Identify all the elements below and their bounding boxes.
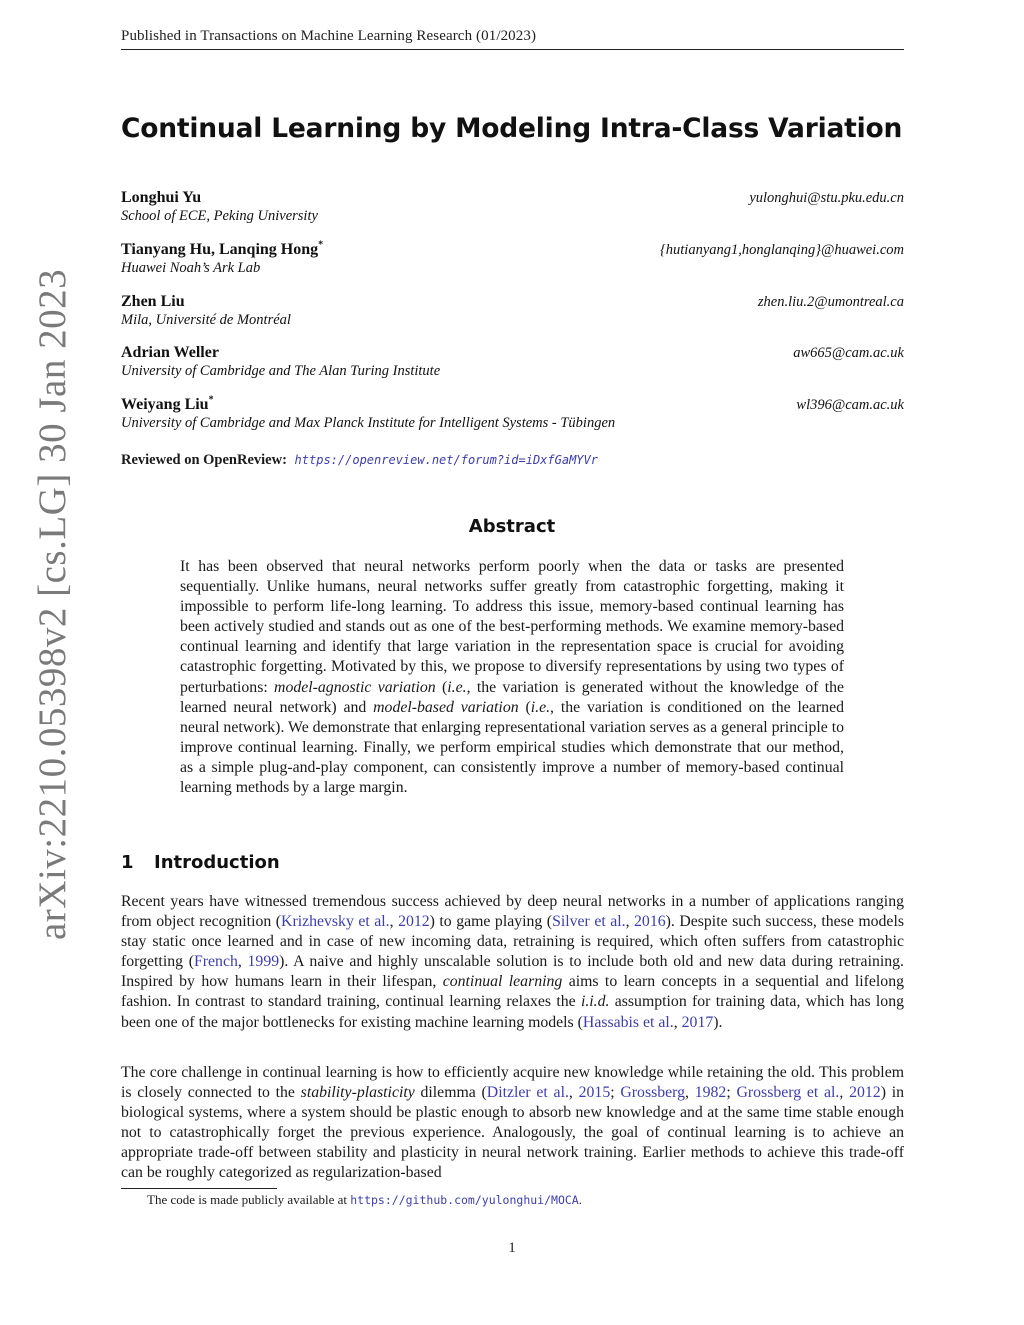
abstract-heading: Abstract bbox=[468, 516, 556, 537]
author-name: Weiyang Liu* bbox=[121, 394, 214, 413]
author-email[interactable]: yulonghui@stu.pku.edu.cn bbox=[749, 190, 904, 206]
section-number: 1 bbox=[121, 852, 134, 873]
author-name: Zhen Liu bbox=[121, 293, 185, 310]
page-number: 1 bbox=[508, 1240, 516, 1256]
author-block bbox=[121, 293, 904, 329]
author-email[interactable]: aw665@cam.ac.uk bbox=[793, 345, 904, 361]
intro-paragraph-2: The core challenge in continual learning is how to efficiently acquire new knowledge while retaining the old. This problem is closely connected to the stability-plasticity dilemma (Ditzler et al., 2015; Grossberg, 1982; Grossberg et al., 2012) in biological systems, where a system should be plastic enough to absorb new knowledge and at the same time stable enough not to catastrophically forget the previous experience. Analogously, the goal of continual learning is to achieve an appropriate trade-off between stability and plasticity in neural network training. Earlier methods to achieve this trade-off can be roughly categorized as regularization-based bbox=[121, 1064, 904, 1182]
author-email[interactable]: {hutianyang1,honglanqing}@huawei.com bbox=[659, 242, 904, 258]
paper-title: Continual Learning by Modeling Intra-Class Variation bbox=[121, 113, 903, 144]
author-block bbox=[121, 396, 904, 432]
author-affiliation: Mila, Université de Montréal bbox=[121, 312, 291, 328]
citation-link[interactable]: French bbox=[193, 953, 238, 971]
author-block bbox=[121, 344, 904, 380]
author-affiliation: University of Cambridge and Max Planck Institute for Intelligent Systems - Tübingen bbox=[121, 415, 616, 431]
author-name: Longhui Yu bbox=[121, 189, 202, 206]
footnote: The code is made publicly available at https://github.com/yulonghui/MOCA. bbox=[147, 1192, 582, 1207]
author-block bbox=[121, 241, 904, 277]
section-heading-introduction bbox=[121, 852, 280, 873]
citation-link[interactable]: Grossberg et al. bbox=[736, 1084, 840, 1102]
code-repository-link[interactable]: https://github.com/yulonghui/MOCA bbox=[350, 1193, 579, 1207]
author-block bbox=[121, 189, 904, 225]
citation-link[interactable]: Grossberg bbox=[620, 1084, 686, 1102]
citation-link[interactable]: 2015 bbox=[578, 1084, 611, 1102]
author-affiliation: School of ECE, Peking University bbox=[121, 208, 318, 224]
abstract-body: It has been observed that neural networks perform poorly when the data or tasks are presented sequentially. Unlike humans, neural networks suffer greatly from catastrophic forgetting, making it impossible to perform life-long learning. To address this issue, memory-based continual learning has been actively studied and stands out as one of the best-performing methods. We examine memory-based continual learning and identify that large variation in the representation space is crucial for avoiding catastrophic forgetting. Motivated by this, we propose to diversify representations by using two types of perturbations: model-agnostic variation (i.e., the variation is generated without the knowledge of the learned neural network) and model-based variation (i.e., the variation is conditioned on the learned neural network). We demonstrate that enlarging representational variation serves as a general principle to improve continual learning. Finally, we perform empirical studies which demonstrate that our method, as a simple plug-and-play component, can consistently improve a number of memory-based continual learning methods by a large margin. bbox=[180, 558, 844, 797]
citation-link[interactable]: 2016 bbox=[634, 913, 666, 931]
author-affiliation: University of Cambridge and The Alan Turing Institute bbox=[121, 363, 441, 379]
citation-link[interactable]: Krizhevsky et al. bbox=[281, 913, 390, 931]
footnote-divider bbox=[121, 1188, 277, 1189]
arxiv-identifier-stamp: arXiv:2210.05398v2 [cs.LG] 30 Jan 2023 bbox=[31, 268, 74, 940]
citation-link[interactable]: 2012 bbox=[398, 913, 430, 931]
openreview-link[interactable]: https://openreview.net/forum?id=iDxfGaMYVr bbox=[294, 453, 598, 467]
citation-link[interactable]: Silver et al. bbox=[552, 913, 626, 931]
author-email[interactable]: wl396@cam.ac.uk bbox=[796, 397, 904, 413]
review-line bbox=[121, 452, 598, 469]
running-head: Published in Transactions on Machine Learning Research (01/2023) bbox=[121, 28, 904, 50]
section-title: Introduction bbox=[154, 852, 280, 873]
review-label: Reviewed on OpenReview: bbox=[121, 452, 287, 468]
intro-paragraph-1: Recent years have witnessed tremendous success achieved by deep neural networks in a number of applications ranging from object recognition (Krizhevsky et al., 2012) to game playing (Silver et al., 2016). Despite such success, these models stay static once learned and in case of new incoming data, retraining is required, which often suffers from catastrophic forgetting (French, 1999). A naive and highly unscalable solution is to include both old and new data during retraining. Inspired by how humans learn in their lifespan, continual learning aims to learn concepts in a sequential and lifelong fashion. In contrast to standard training, continual learning relaxes the i.i.d. assumption for training data, which has long been one of the major bottlenecks for existing machine learning models (Hassabis et al., 2017). bbox=[121, 893, 905, 1031]
author-name: Adrian Weller bbox=[121, 344, 219, 361]
citation-link[interactable]: 2012 bbox=[849, 1084, 881, 1102]
author-affiliation: Huawei Noah’s Ark Lab bbox=[121, 260, 261, 276]
citation-link[interactable]: 1982 bbox=[694, 1084, 727, 1102]
author-email[interactable]: zhen.liu.2@umontreal.ca bbox=[757, 294, 904, 310]
citation-link[interactable]: 2017 bbox=[681, 1013, 714, 1031]
citation-link[interactable]: Hassabis et al. bbox=[582, 1013, 674, 1031]
author-name: Tianyang Hu, Lanqing Hong* bbox=[121, 239, 324, 258]
citation-link[interactable]: 1999 bbox=[247, 953, 280, 971]
citation-link[interactable]: Ditzler et al. bbox=[486, 1084, 569, 1102]
